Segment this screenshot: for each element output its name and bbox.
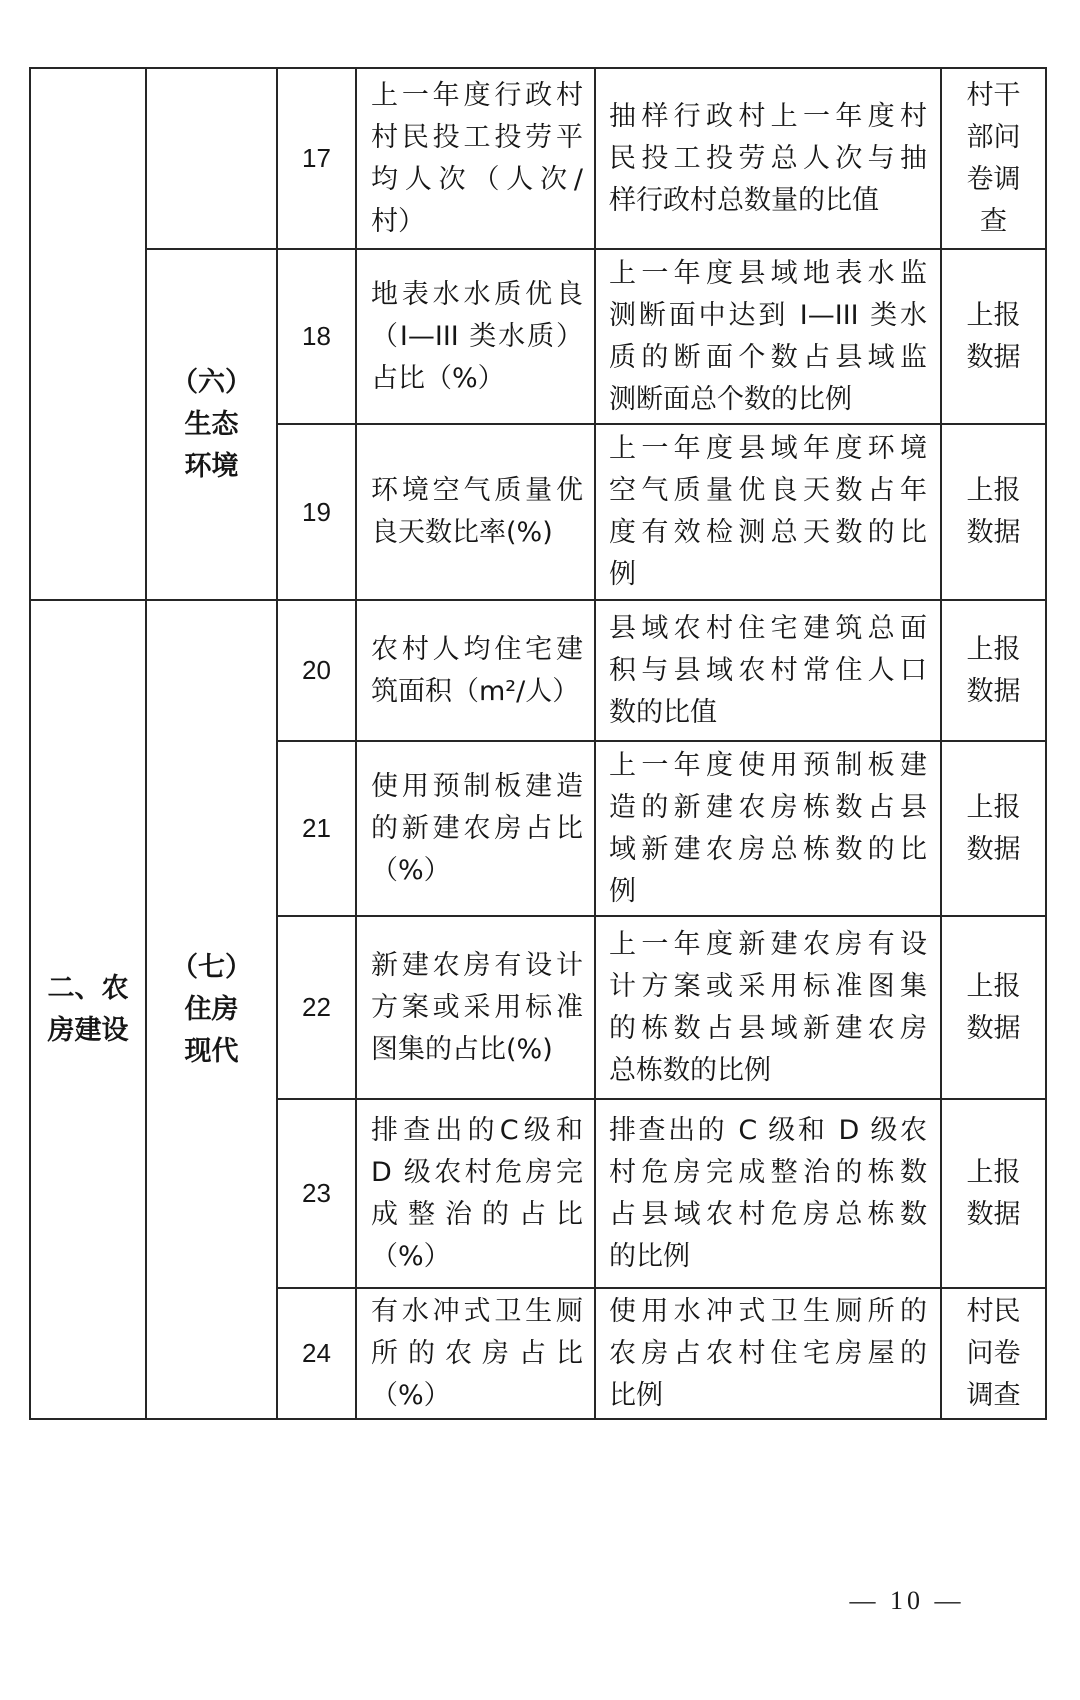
source-line: 上报 (966, 475, 1021, 506)
indicator-line: 新建农房有设计 (371, 949, 583, 981)
indicator-line: 所的农房占比 (371, 1337, 583, 1369)
definition-line: 农房占农村住宅房屋的 (609, 1337, 927, 1369)
source-line: 村民 (966, 1295, 1021, 1327)
indicator-line: 方案或采用标准 (371, 991, 583, 1023)
table-row (30, 68, 1046, 249)
indicator-line: （%） (371, 1240, 451, 1272)
source-cell (941, 1288, 1046, 1419)
category-cell-housing-construction (30, 600, 146, 1419)
definition-line: 抽样行政村上一年度村 (609, 100, 927, 132)
row-number: 22 (277, 916, 356, 1099)
indicator-cell (356, 600, 595, 741)
source-cell (941, 741, 1046, 916)
source-line: 上报 (966, 970, 1021, 1002)
source-line: 上报 (966, 299, 1021, 331)
definition-cell (595, 1099, 941, 1288)
definition-line: 例 (609, 875, 636, 907)
indicator-line: D 级农村危房完 (371, 1156, 583, 1188)
definition-cell (595, 741, 941, 916)
indicator-line: 占比（%） (371, 362, 505, 394)
subcategory-line: （六） (171, 366, 252, 398)
subcategory-line: 环境 (184, 450, 239, 482)
source-line: 数据 (966, 1198, 1021, 1230)
source-line: 数据 (966, 833, 1021, 865)
indicator-line: 地表水水质优良 (371, 278, 583, 310)
definition-line: 计方案或采用标准图集 (609, 970, 927, 1002)
indicator-line: （%） (371, 854, 451, 886)
definition-line: 上一年度新建农房有设 (609, 928, 927, 960)
indicator-line: 良天数比率(%) (371, 517, 553, 548)
row-number: 21 (277, 741, 356, 916)
indicator-cell (356, 249, 595, 424)
source-line: 卷调 (966, 163, 1021, 195)
source-line: 调查 (966, 1379, 1021, 1411)
indicator-cell (356, 916, 595, 1099)
source-cell (941, 600, 1046, 741)
indicator-line: 成整治的占比 (371, 1198, 583, 1230)
indicator-line: 排查出的C级和 (371, 1114, 583, 1146)
definition-line: 的栋数占县域新建农房 (609, 1012, 927, 1044)
source-cell (941, 1099, 1046, 1288)
row-number: 24 (277, 1288, 356, 1419)
indicator-line: 上一年度行政村 (371, 79, 583, 111)
source-line: 上报 (966, 791, 1021, 823)
row-number: 20 (277, 600, 356, 741)
definition-line: 质的断面个数占县域监 (609, 341, 927, 373)
definition-line: 上一年度县域年度环境 (609, 433, 927, 464)
row-number: 19 (277, 424, 356, 600)
subcategory-cell-ecology (146, 249, 277, 600)
source-line: 数据 (966, 341, 1021, 373)
indicator-line: 村） (371, 205, 425, 237)
category-line: 房建设 (47, 1014, 129, 1046)
definition-line: 测断面总个数的比例 (609, 383, 852, 415)
subcategory-line: 生态 (184, 408, 239, 440)
indicator-line: 均人次（人次/ (371, 163, 583, 195)
definition-cell (595, 916, 941, 1099)
indicator-line: 村民投工投劳平 (371, 121, 583, 153)
indicator-line: （I—III 类水质） (371, 320, 583, 352)
subcategory-cell-continued (146, 68, 277, 249)
indicator-cell (356, 1288, 595, 1419)
definition-line: 测断面中达到 I—III 类水 (609, 299, 927, 331)
definition-line: 空气质量优良天数占年 (609, 475, 927, 506)
category-cell-continued (30, 68, 146, 600)
indicator-cell (356, 424, 595, 600)
source-line: 查 (980, 205, 1007, 237)
indicator-line: 有水冲式卫生厕 (371, 1295, 583, 1327)
category-line: 二、农 (47, 972, 129, 1004)
definition-line: 比例 (609, 1379, 663, 1411)
definition-cell (595, 424, 941, 600)
definition-line: 造的新建农房栋数占县 (609, 791, 927, 823)
definition-line: 总栋数的比例 (609, 1054, 771, 1086)
indicator-cell (356, 68, 595, 249)
source-line: 数据 (966, 675, 1021, 707)
source-cell (941, 424, 1046, 600)
row-number: 23 (277, 1099, 356, 1288)
subcategory-line: （七） (171, 951, 252, 983)
indicator-line: 筑面积（m²/人） (371, 675, 580, 707)
definition-line: 样行政村总数量的比值 (609, 184, 879, 216)
definition-cell (595, 68, 941, 249)
page-number: — 10 — (849, 1586, 965, 1615)
definition-line: 民投工投劳总人次与抽 (609, 142, 927, 174)
source-cell (941, 249, 1046, 424)
row-number: 17 (277, 68, 356, 249)
row-number: 18 (277, 249, 356, 424)
definition-line: 的比例 (609, 1240, 690, 1272)
source-line: 数据 (966, 517, 1021, 548)
definition-line: 域新建农房总栋数的比 (609, 833, 927, 865)
source-cell (941, 916, 1046, 1099)
indicator-line: （%） (371, 1379, 451, 1411)
indicator-line: 使用预制板建造 (371, 770, 583, 802)
definition-line: 使用水冲式卫生厕所的 (609, 1295, 927, 1327)
table-row (30, 600, 1046, 741)
definition-line: 度有效检测总天数的比 (609, 517, 927, 548)
definition-cell (595, 600, 941, 741)
table-row (30, 249, 1046, 424)
subcategory-cell-housing-modern (146, 600, 277, 1419)
source-line: 数据 (966, 1012, 1021, 1044)
subcategory-line: 住房 (184, 993, 239, 1025)
definition-line: 积与县域农村常住人口 (609, 654, 927, 686)
indicator-line: 农村人均住宅建 (371, 633, 583, 665)
source-cell (941, 68, 1046, 249)
indicator-table (29, 67, 1047, 1420)
definition-cell (595, 249, 941, 424)
definition-line: 排查出的 C 级和 D 级农 (609, 1114, 927, 1146)
definition-line: 例 (609, 559, 636, 590)
definition-line: 上一年度县域地表水监 (609, 257, 927, 289)
source-line: 部问 (966, 121, 1021, 153)
source-line: 上报 (966, 633, 1021, 665)
definition-line: 村危房完成整治的栋数 (609, 1156, 927, 1188)
indicator-cell (356, 1099, 595, 1288)
definition-line: 占县域农村危房总栋数 (609, 1198, 927, 1230)
source-line: 问卷 (966, 1337, 1021, 1369)
definition-line: 上一年度使用预制板建 (609, 749, 927, 781)
definition-line: 县域农村住宅建筑总面 (609, 612, 927, 644)
source-line: 上报 (966, 1156, 1021, 1188)
subcategory-line: 现代 (184, 1035, 239, 1067)
indicator-line: 的新建农房占比 (371, 812, 583, 844)
indicator-line: 环境空气质量优 (371, 475, 583, 506)
definition-line: 数的比值 (609, 696, 717, 728)
definition-cell (595, 1288, 941, 1419)
indicator-cell (356, 741, 595, 916)
source-line: 村干 (966, 79, 1021, 111)
indicator-line: 图集的占比(%) (371, 1033, 553, 1065)
